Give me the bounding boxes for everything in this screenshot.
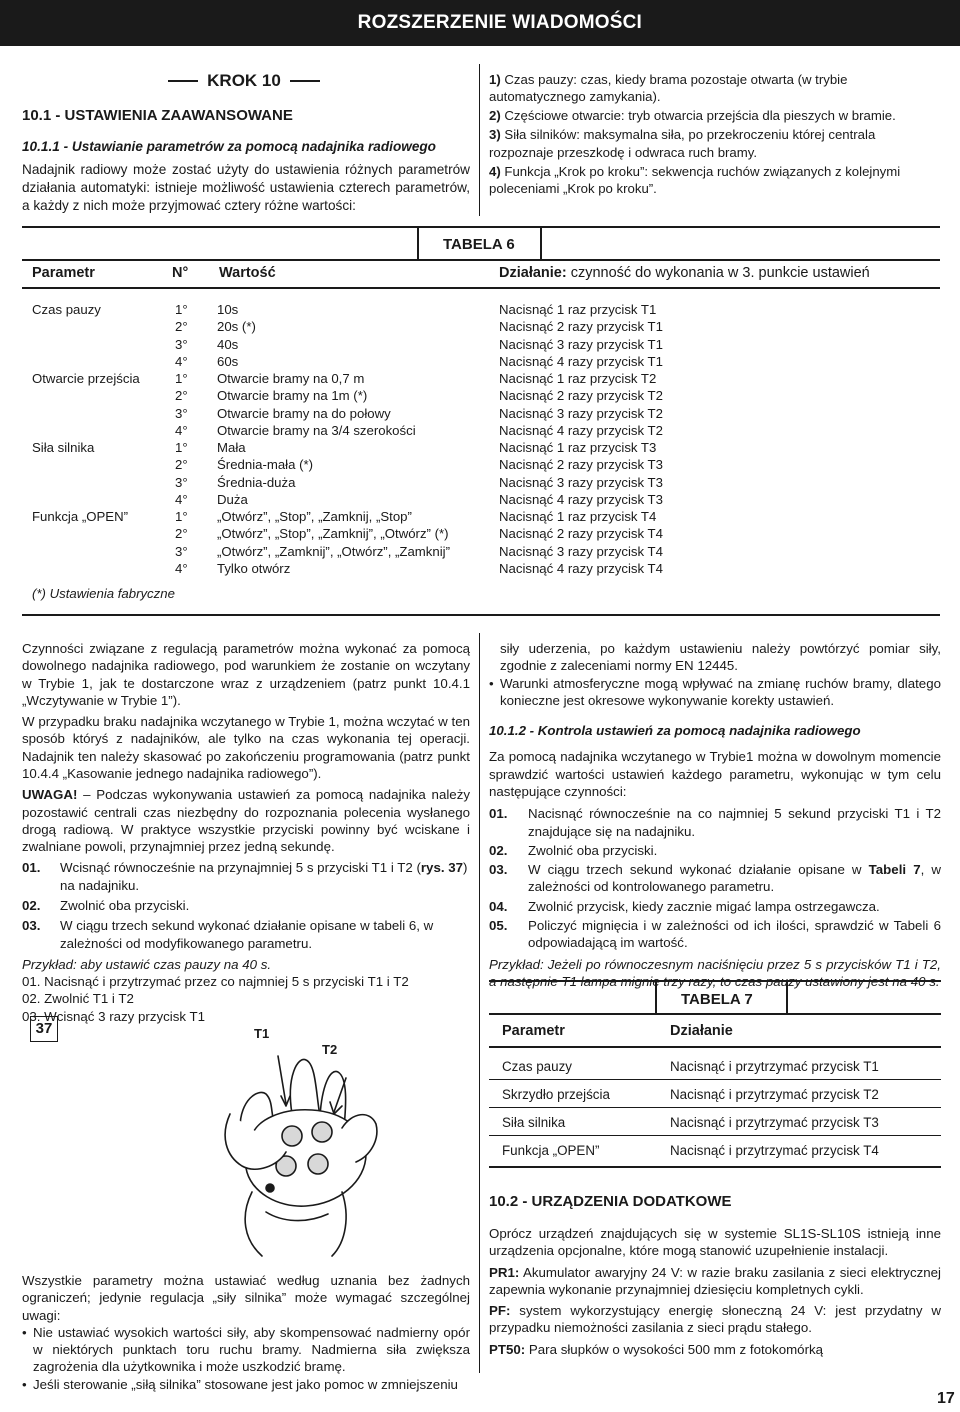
paragraph: Wszystkie parametry można ustawiać według uznania bez żadnych ograniczeń; jedynie regulacja „siły silnika” może wymagać szczególnej uwagi: (22, 1273, 470, 1323)
table6-title-rule (22, 259, 940, 261)
step-item: 02. Zwolnić oba przyciski. (22, 897, 190, 913)
table6-header-n: N° (172, 265, 189, 281)
table-cell-n: 3° (175, 336, 188, 352)
table-row (22, 456, 940, 473)
accessories-section (489, 1225, 941, 1362)
figure-37 (30, 1016, 470, 1261)
table-cell-n: 2° (175, 526, 188, 542)
figure-label: 37 (30, 1016, 58, 1042)
table-cell-val: „Otwórz”, „Stop”, „Zamknij”, „Otwórz” (*) (217, 526, 449, 542)
table7-title-box-left (655, 980, 657, 1014)
table-row (22, 439, 940, 456)
table6-header-rule (22, 287, 940, 289)
table7-title-box-right (786, 980, 788, 1014)
table-cell-act: Nacisnąć 2 razy przycisk T1 (499, 319, 663, 335)
table-cell-act: Nacisnąć 3 razy przycisk T3 (499, 474, 663, 490)
table-cell-val: Mała (217, 440, 246, 455)
step-item: 02. Zwolnić oba przyciski. (489, 842, 658, 858)
table-cell-n: 4° (175, 353, 188, 369)
table6-header-row (22, 264, 940, 288)
table-row (22, 543, 940, 560)
table-cell-n: 4° (175, 560, 188, 576)
table-cell-val: Otwarcie bramy na 0,7 m (217, 371, 365, 386)
table-row (22, 508, 940, 525)
table-cell-val: Otwarcie bramy na 1m (*) (217, 388, 368, 404)
table-row (22, 405, 940, 422)
table-cell-val: 10s (217, 302, 239, 317)
table-cell-param: Funkcja „OPEN” (32, 509, 128, 524)
step-item: 01. Wcisnąć równocześnie na przynajmniej 5 s przyciski T1 i T2 (rys. 37) na nadajniku. (22, 860, 468, 893)
table-cell-n: 1° (175, 509, 188, 524)
table-cell-n: 2° (175, 457, 188, 473)
step-item: 03. W ciągu trzech sekund wykonać działanie opisane w Tabeli 7, w zależności od kontrolowanego parametru. (489, 862, 941, 895)
table-cell-act: Nacisnąć 1 raz przycisk T2 (499, 371, 657, 386)
paragraph: W przypadku braku nadajnika wczytanego w Trybie 1, można wczytać w ten sposób któryś z nadajników, ale tylko na czas wykonania tej operacji. Nadajnik ten należy skasować po zakończeniu programowania (patrz punkt 10.4.4 „Kasowanie jednego nadajnika radiowego”). (22, 714, 470, 781)
table-row (22, 525, 940, 542)
warning-paragraph: UWAGA! – Podczas wykonywania ustawień za pomocą nadajnika należy pozostawić centrali czas niezbędny do rozpoznania polecenia wysłanego drogą radiową. W praktyce wszystkie przyciski powinny być wciskane i zwalniane powoli, przynajmniej przez jedną sekundę. (22, 787, 470, 855)
table-row (22, 336, 940, 353)
table-cell-val: „Otwórz”, „Stop”, „Zamknij, „Stop” (217, 509, 412, 524)
table7-row-rule (489, 1135, 941, 1136)
table-cell-n: 3° (175, 405, 188, 421)
accessory-item: PR1: Akumulator awaryjny 24 V: w razie braku zasilania z sieci elektrycznej zapewnia wykonanie przynajmniej dziesięciu kompletnych cykli. (489, 1264, 941, 1297)
accessory-item: PT50: Para słupków o wysokości 500 mm z fotokomórką (489, 1341, 824, 1357)
table7-header-action: Działanie (670, 1023, 733, 1039)
example-title: Przykład: aby ustawić czas pauzy na 40 s. (22, 956, 272, 972)
table-row (22, 370, 940, 387)
step-item: 05. Policzyć mignięcia i w zależności od ich ilości, sprawdzić w Tabeli 6 odpowiadającą im wartość. (489, 917, 941, 951)
table6-header-action: Działanie: czynność do wykonania w 3. punkcie ustawień (499, 265, 870, 281)
page-number: 17 (937, 1390, 955, 1407)
table7-bottom-rule (489, 1166, 941, 1168)
bullet-item: • Jeśli sterowanie „siłą silnika” stosowane jest jako pomoc w zmniejszeniu (22, 1376, 458, 1392)
left-column (22, 640, 470, 1025)
intro-paragraph: Nadajnik radiowy może zostać użyty do ustawienia różnych parametrów działania automatyki: istnieje możliwość ustawienia czterech parametrów, a każdy z nich może przyjmować cztery różne wartości: (22, 162, 470, 214)
table-cell-n: 1° (175, 440, 188, 455)
step-item: 03. W ciągu trzech sekund wykonać działanie opisane w tabeli 6, w zależności od modyfikowanego parametru. (22, 918, 434, 951)
list-item: 1) Czas pauzy: czas, kiedy brama pozostaje otwarta (w trybie automatycznego zamykania). (489, 72, 848, 105)
table6-header-value: Wartość (219, 265, 276, 281)
table-cell-n: 3° (175, 474, 188, 490)
table-cell-n: 1° (175, 371, 188, 386)
paragraph: siły uderzenia, po każdym ustawieniu należy powtórzyć pomiar siły, zgodnie z zaleceniami normy EN 12445. (500, 641, 941, 674)
table-row (22, 560, 940, 577)
table-row (22, 387, 940, 404)
list-item: 3) Siła silników: maksymalna siła, po przekroczeniu której centrala rozpoznaje przeszkodę i odwraca ruch bramy. (489, 127, 876, 160)
table-cell-n: 2° (175, 319, 188, 335)
parameter-list (489, 71, 941, 199)
table-cell-val: 60s (217, 353, 239, 369)
table6-top-rule (22, 226, 940, 228)
example-paragraph: Przykład: Jeżeli po równoczesnym naciśnięciu przez 5 s przycisków T1 i T2, (489, 956, 941, 972)
table-cell-val: 40s (217, 336, 239, 352)
section-10-1-1-title: 10.1.1 - Ustawianie parametrów za pomocą nadajnika radiowego (22, 139, 436, 154)
table7-header-row (489, 1022, 941, 1044)
table-cell-act: Nacisnąć 2 razy przycisk T3 (499, 457, 663, 473)
table6-bottom-rule (22, 614, 940, 616)
table6-header-param: Parametr (32, 265, 95, 281)
table-cell-act: Nacisnąć 3 razy przycisk T4 (499, 543, 663, 559)
table-row (22, 491, 940, 508)
bottom-column-divider (479, 633, 480, 1373)
table-cell-n: 4° (175, 422, 188, 438)
table-cell-val: Otwarcie bramy na do połowy (217, 405, 391, 421)
table-cell-act: Nacisnąć 3 razy przycisk T2 (499, 405, 663, 421)
table-row (22, 422, 940, 439)
table7-row-rule (489, 1079, 941, 1080)
table-cell-val: Średnia-mała (*) (217, 457, 314, 473)
table-cell-act: Nacisnąć 1 raz przycisk T4 (499, 509, 657, 524)
table-cell-n: 2° (175, 388, 188, 404)
table-row: Skrzydło przejścia Nacisnąć i przytrzymać przycisk T2 (502, 1087, 879, 1102)
table-cell-act: Nacisnąć 4 razy przycisk T2 (499, 422, 663, 438)
table-cell-param: Siła silnika (32, 440, 95, 455)
table7-header-param: Parametr (502, 1023, 565, 1039)
bullet-item: • Warunki atmosferyczne mogą wpływać na zmianę ruchów bramy, dlatego konieczne jest okresowe wykonywanie korekty ustawień. (489, 675, 941, 708)
step-item: 04. Zwolnić przycisk, kiedy zacznie migać lampa ostrzegawcza. (489, 898, 880, 914)
right-column (489, 640, 941, 990)
table-row (22, 353, 940, 370)
example-step: 03. Wcisnąć 3 razy przycisk T1 (22, 1008, 206, 1024)
table-cell-act: Nacisnąć 4 razy przycisk T4 (499, 560, 663, 576)
section-10-1-2-title: 10.1.2 - Kontrola ustawień za pomocą nadajnika radiowego (489, 723, 861, 739)
table-cell-act: Nacisnąć 3 razy przycisk T1 (499, 336, 663, 352)
table7-title-rule (489, 1013, 941, 1015)
list-item: 4) Funkcja „Krok po kroku”: sekwencja ruchów związanych z kolejnymi poleceniami „Krok po kroku”. (489, 163, 901, 196)
table-cell-param: Czas pauzy (32, 302, 101, 317)
table-cell-n: 4° (175, 491, 188, 507)
t1-label: T1 (254, 1026, 270, 1041)
section-10-1-title: 10.1 - USTAWIENIA ZAAWANSOWANE (22, 107, 293, 124)
table-cell-n: 3° (175, 543, 188, 559)
header-title: ROZSZERZENIE WIADOMOŚCI (357, 12, 642, 33)
table-row: Czas pauzy Nacisnąć i przytrzymać przycisk T1 (502, 1059, 879, 1074)
table-cell-act: Nacisnąć 4 razy przycisk T1 (499, 353, 663, 369)
section-10-2-title: 10.2 - URZĄDZENIA DODATKOWE (489, 1193, 732, 1210)
bullet-item: • Nie ustawiać wysokich wartości siły, aby skompensować nadmierny opór w niektórych punktach toru ruchu bramy. Nadmierna siła zwiększa zagrożenia dla użytkownika i może uszkodzić bramę. (22, 1324, 470, 1375)
paragraph: Za pomocą nadajnika wczytanego w Trybie1 można w dowolnym momencie sprawdzić wartości ustawień każdego parametru, wykonując w tym celu następujące czynności: (489, 749, 941, 799)
table-row: Funkcja „OPEN” Nacisnąć i przytrzymać przycisk T4 (502, 1143, 879, 1158)
list-item: 2) Częściowe otwarcie: tryb otwarcia przejścia dla pieszych w bramie. (489, 108, 896, 124)
table-cell-act: Nacisnąć 1 raz przycisk T1 (499, 302, 657, 317)
force-notes (22, 1272, 470, 1393)
table-cell-act: Nacisnąć 2 razy przycisk T2 (499, 388, 663, 404)
table-cell-act: Nacisnąć 1 raz przycisk T3 (499, 440, 657, 455)
table-cell-val: Tylko otwórz (217, 560, 291, 576)
paragraph: Oprócz urządzeń znajdujących się w systemie SL1S-SL10S istnieją inne urządzenia opcjonalne, które mogą stanowić uzupełnienie instalacji. (489, 1226, 941, 1259)
example-step: 01. Nacisnąć i przytrzymać przez co najmniej 5 s przyciski T1 i T2 (22, 974, 409, 990)
table7-row-rule (489, 1107, 941, 1108)
table-cell-val: „Otwórz”, „Zamknij”, „Otwórz”, „Zamknij” (217, 543, 450, 559)
table6-title-box-left (417, 226, 419, 260)
table-row (22, 318, 940, 335)
paragraph: Czynności związane z regulacją parametrów można wykonać za pomocą dowolnego nadajnika radiowego, pod warunkiem że zostanie on wczytany w Trybie 1, jak te dostarczone wraz z urządzeniem (patrz punkt 10.4.1 „Wczytywanie w Trybie 1”). (22, 641, 470, 708)
table-cell-act: Nacisnąć 4 razy przycisk T3 (499, 491, 663, 507)
table-cell-val: Duża (217, 491, 248, 507)
table-row (22, 474, 940, 491)
top-column-divider (479, 64, 480, 216)
table-cell-n: 1° (175, 302, 188, 317)
table-cell-val: Otwarcie bramy na 3/4 szerokości (217, 422, 416, 438)
example-step: 02. Zwolnić T1 i T2 (22, 991, 134, 1007)
table7-header-rule (489, 1046, 941, 1048)
table-cell-val: 20s (*) (217, 319, 256, 335)
step-heading: KROK 10 (168, 70, 320, 92)
remote-hand-illustration (30, 1016, 470, 1261)
table-row (22, 301, 940, 318)
table-cell-val: Średnia-duża (217, 474, 296, 490)
table-cell-param: Otwarcie przejścia (32, 371, 140, 386)
table-row: Siła silnika Nacisnąć i przytrzymać przycisk T3 (502, 1115, 879, 1130)
t2-label: T2 (322, 1042, 338, 1057)
table-cell-act: Nacisnąć 2 razy przycisk T4 (499, 526, 663, 542)
table7-top-rule (489, 980, 941, 982)
table7-title: TABELA 7 (681, 991, 753, 1008)
step-item: 01. Nacisnąć równocześnie na co najmniej 5 sekund przyciski T1 i T2 znajdujące się na nadajniku. (489, 806, 941, 839)
accessory-item: PF: system wykorzystujący energię słoneczną 24 V: jest przydatny w przypadku niemożności zasilania z sieci prądu stałego. (489, 1303, 941, 1336)
table6-footnote: (*) Ustawienia fabryczne (32, 586, 175, 601)
table6-title: TABELA 6 (443, 236, 515, 253)
table6-title-box-right (540, 226, 542, 260)
